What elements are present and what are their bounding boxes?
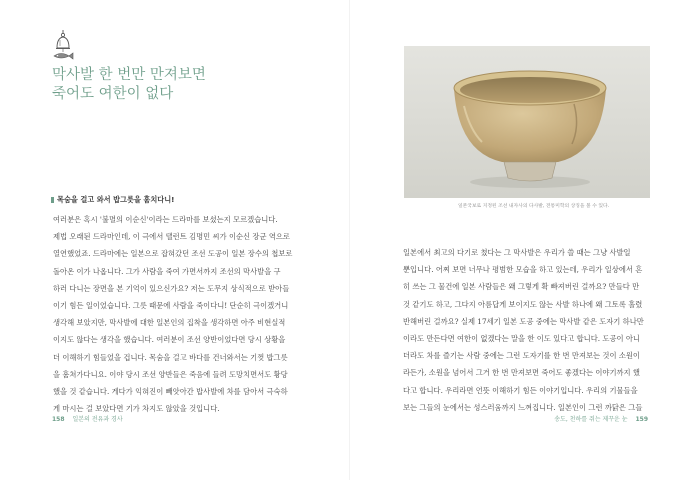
chapter-title-line: 막사발 한 번만 만져보면	[52, 67, 206, 83]
chapter-title	[52, 66, 312, 104]
page-gutter	[349, 0, 350, 480]
body-line: 라든가, 소원을 넘어서 그거 한 번 만져보면 죽어도 좋겠다는 이야기까지 했	[403, 368, 640, 378]
body-line: 더라도 차를 즐기는 사람 중에는 그런 도자기를 한 번 만져보는 것이 소원이	[403, 351, 640, 361]
body-line: 열연했었죠. 드라마에는 일본으로 잡혀갔던 조선 도공이 일본 장수의 첩보로	[53, 249, 293, 259]
tea-bowl-image	[404, 46, 650, 198]
body-line: 다고 합니다. 우리라면 언뜻 이해하기 힘든 이야기입니다. 우리의 기물들을	[403, 385, 638, 395]
bell-with-fish-icon	[48, 30, 78, 64]
body-line: 이기 힘든 일이었습니다. 그릇 때문에 사람을 죽이다니! 단순히 극이겠거니	[53, 301, 289, 311]
right-body-text	[403, 244, 649, 416]
right-page-footer	[554, 414, 648, 423]
body-line: 여러분은 혹시 '불멸의 이순신'이라는 드라마를 보셨는지 모르겠습니다.	[53, 215, 278, 224]
section-subheading: 목숨을 걸고 와서 밥그릇을 훔치다니!	[57, 195, 175, 204]
body-line: 것 같기도 하고, 그다지 아름답게 보이지도 않는 사발 하나에 왜 그토록 홀렸	[403, 299, 643, 309]
page-number: 159	[635, 416, 648, 423]
body-line: 히 쓰는 그 물건에 일본 사람들은 왜 그렇게 확 빠져버린 걸까요? 만들다 만	[403, 282, 640, 292]
body-line: 더 이해하기 힘들었을 겁니다. 목숨을 걸고 바다를 건너와서는 기껏 밥그릇	[53, 352, 288, 362]
body-line: 이지도 않다는 생각을 했습니다. 여러분이 조선 양반이었다면 당시 상황을	[53, 335, 286, 345]
running-head: 송도, 천하를 쥐는 제꾸운 눈	[554, 416, 628, 423]
body-line: 보는 그들의 눈에서는 성스러움까지 느껴집니다. 일본인이 그런 까닭은 그들	[403, 402, 643, 412]
body-line: 게 마시는 걸 보았다면 기가 차지도 않았을 것입니다.	[53, 404, 220, 414]
body-line: 생각해 보았지만, 막사발에 대한 일본인의 집착을 생각하면 아주 비현실적	[53, 318, 286, 328]
body-line: 이라도 만든다면 여한이 없겠다는 말을 한 이도 있다고 합니다. 도공이 아니	[403, 334, 640, 344]
left-body-text	[53, 211, 315, 417]
running-head: 일본의 전유과 경사	[72, 416, 123, 423]
body-line: 일본에서 최고의 다기로 쳤다는 그 막사발은 우리가 쓸 때는 그냥 사발일	[403, 248, 631, 257]
body-line: 뿐입니다. 어찌 보면 너무나 평범한 모습을 하고 있는데, 우리가 일상에서 흔	[403, 265, 643, 275]
left-page-footer	[52, 414, 123, 423]
body-line: 했을 것 같습니다. 게다가 익혀진이 빼앗아간 밥사발에 차를 담아서 극숙하	[53, 387, 288, 397]
body-line: 반해버린 걸까요? 실제 17세기 일본 도공 중에는 막사발 같은 도자기 하나만	[403, 316, 644, 326]
body-line: 하러 다니는 장면을 본 기억이 있으신가요? 저는 도무지 상식적으로 받아들	[53, 283, 290, 293]
page-number: 158	[52, 416, 65, 423]
body-line: 제법 오래된 드라마인데, 이 극에서 탤런트 김명민 씨가 이순신 장군 역으로	[53, 232, 290, 242]
photo-caption: 일본국보로 지정된 조선 내자사의 다사발, 전통미학의 상징을 볼 수 있다.	[458, 204, 610, 209]
tea-bowl-photo	[404, 46, 650, 198]
body-line: 돌아온 이가 나옵니다. 그가 사람을 죽여 가면서까지 조선의 막사발을 구	[53, 266, 281, 276]
chapter-title-line: 죽어도 여한이 없다	[52, 86, 174, 102]
body-line: 을 훔쳐가다니요. 이야 당시 조선 양반들은 죽음에 들려 도망치면서도 황당	[53, 369, 288, 379]
